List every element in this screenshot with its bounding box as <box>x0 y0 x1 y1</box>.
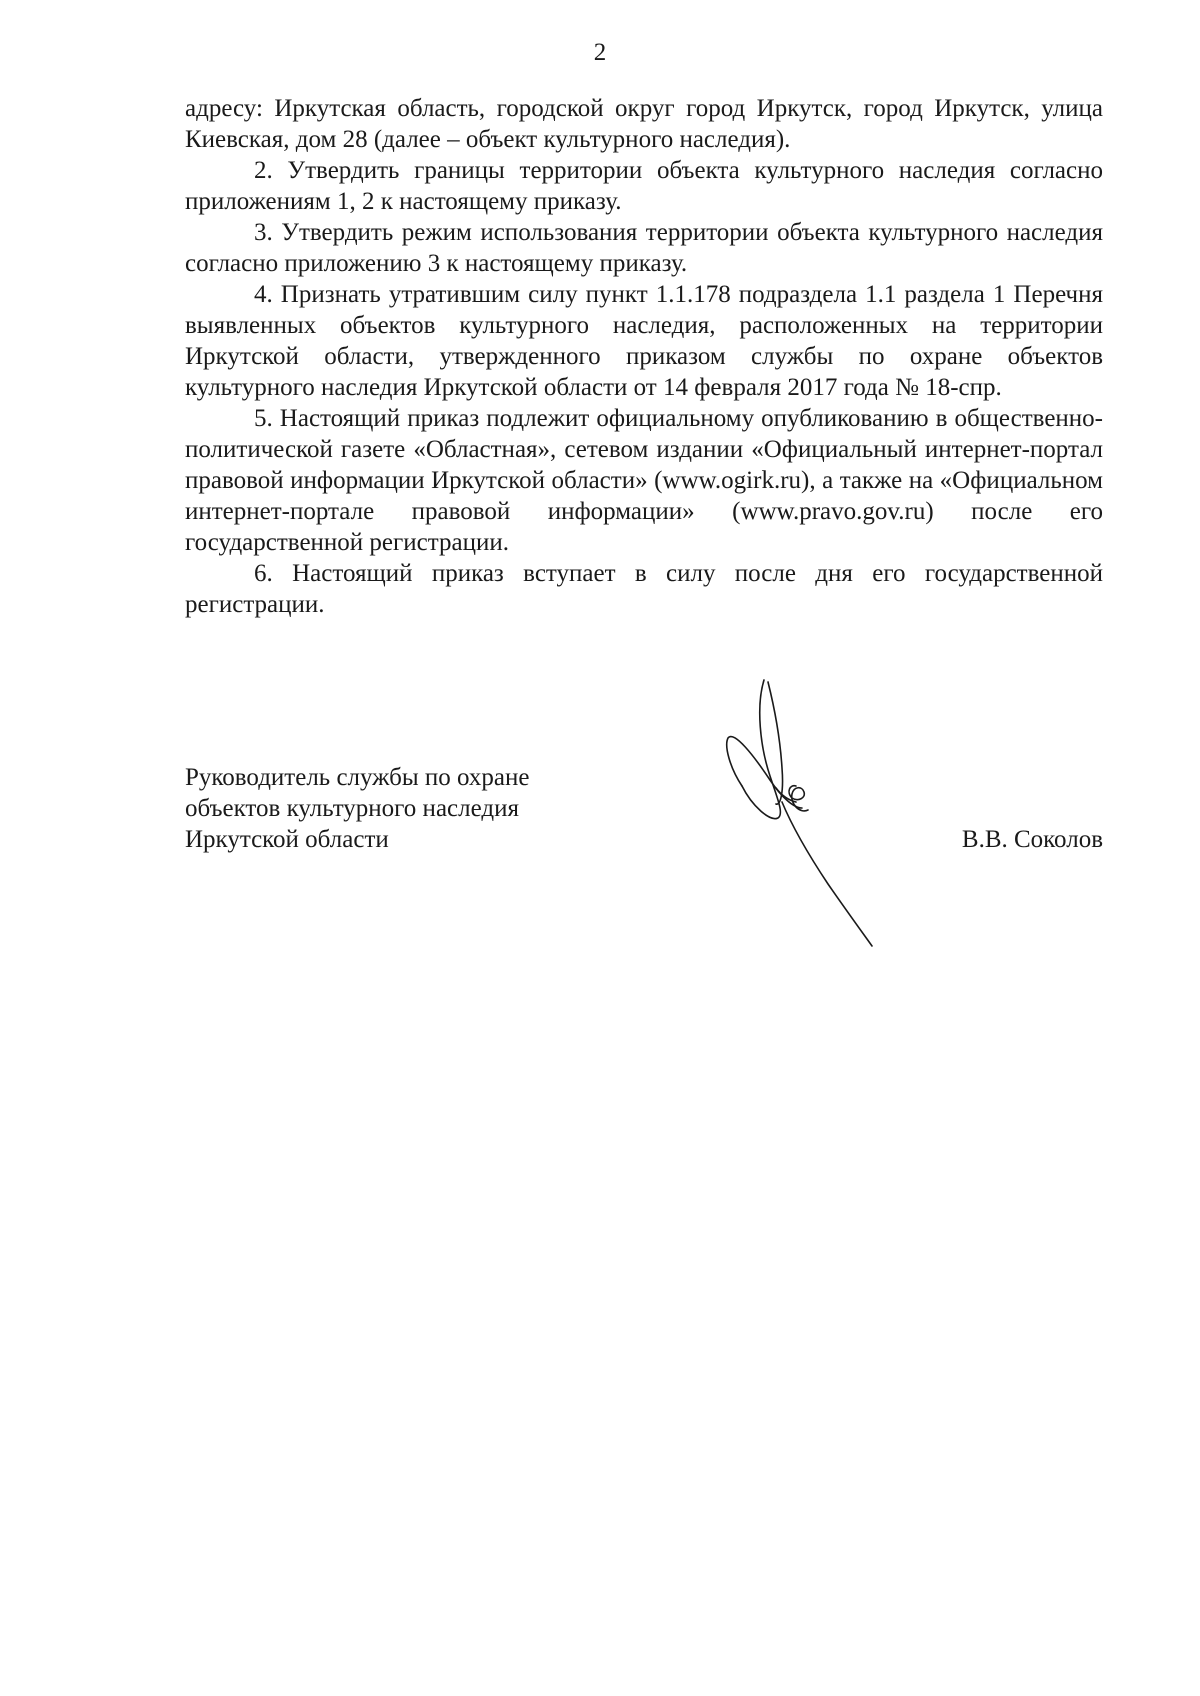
paragraph-item-4: 4. Признать утратившим силу пункт 1.1.178 подраздела 1.1 раздела 1 Перечня выявленных объектов культурного наследия, расположенных на территории Иркутской области, утвержденного приказом службы по охране объектов культурного наследия Иркутской области от 14 февраля 2017 года № 18-спр. <box>185 281 1103 401</box>
paragraph-continuation: адресу: Иркутская область, городской округ город Иркутск, город Иркутск, улица Киевская, дом 28 (далее – объект культурного наследия). <box>185 95 1103 153</box>
signatory-position-line: Руководитель службы по охране <box>185 764 530 791</box>
signatory-position <box>185 762 685 855</box>
document-body <box>185 93 1103 620</box>
signatory-position-line: объектов культурного наследия <box>185 795 519 822</box>
paragraph-item-5: 5. Настоящий приказ подлежит официальному опубликованию в общественно-политической газете «Областная», сетевом издании «Официальный интернет-портал правовой информации Иркутской области» (www.ogirk.ru), а также на «Официальном интернет-портале правовой информации» (www.pravo.gov.ru) после его государственной регистрации. <box>185 405 1103 556</box>
page-number: 2 <box>593 39 607 66</box>
handwritten-signature <box>712 676 892 956</box>
signatory-name: В.В. Соколов <box>961 826 1103 853</box>
paragraph-item-3: 3. Утвердить режим использования территории объекта культурного наследия согласно приложению 3 к настоящему приказу. <box>185 219 1103 277</box>
paragraph-item-6: 6. Настоящий приказ вступает в силу после дня его государственной регистрации. <box>185 560 1103 618</box>
paragraph-item-2: 2. Утвердить границы территории объекта культурного наследия согласно приложениям 1, 2 к настоящему приказу. <box>185 157 1103 215</box>
signatory-position-line: Иркутской области <box>185 826 389 853</box>
